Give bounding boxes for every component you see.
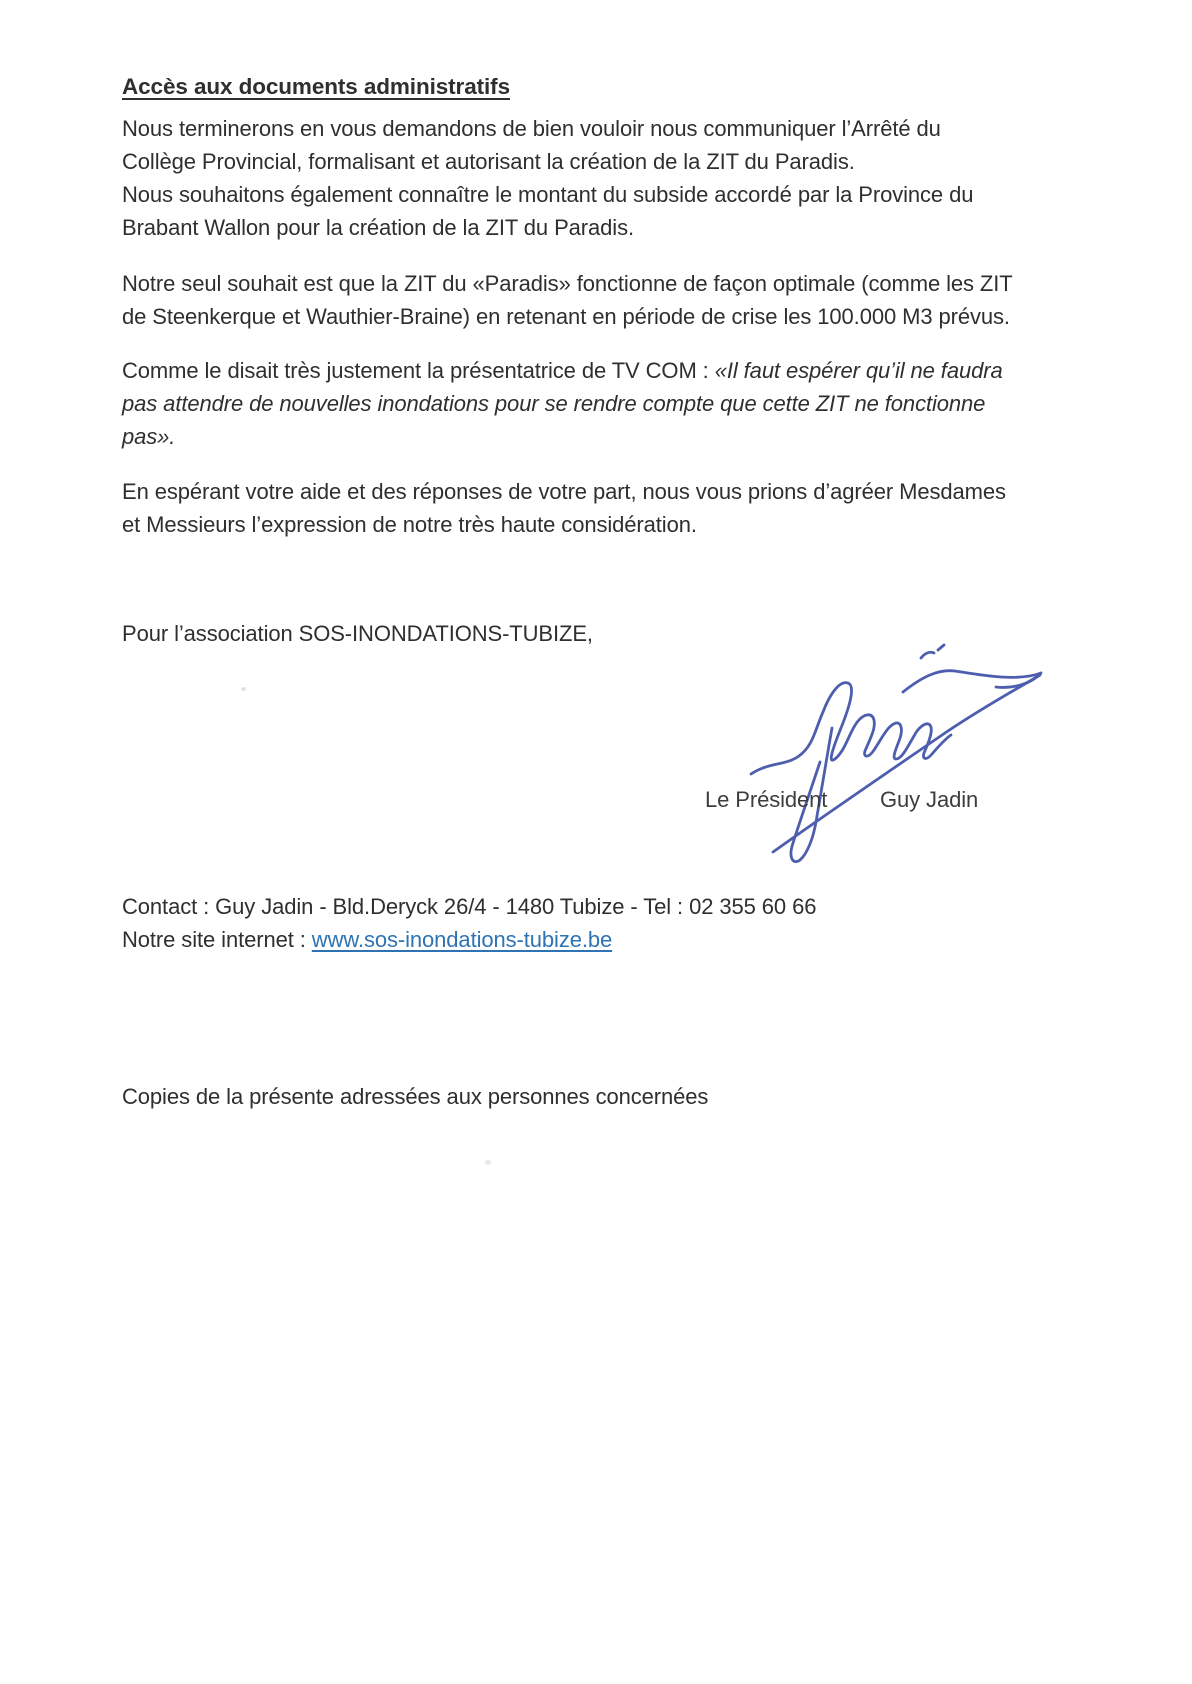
scan-artifact: [241, 687, 246, 691]
signature-stroke: [773, 675, 1040, 852]
letter-line: de Steenkerque et Wauthier-Braine) en retenant en période de crise les 100.000 M3 prévus.: [122, 304, 1010, 329]
website-link[interactable]: www.sos-inondations-tubize.be: [311, 927, 613, 952]
paragraph-wish: [122, 267, 1013, 333]
website-label: Notre site internet :: [122, 927, 312, 952]
signer-name: Guy Jadin: [880, 787, 979, 812]
association-line: Pour l’association SOS-INONDATIONS-TUBIZE,: [122, 621, 593, 646]
signature-stroke: [903, 671, 1041, 692]
paragraph-request: [122, 112, 973, 244]
signature-image: [735, 612, 1065, 874]
letter-line: Nous souhaitons également connaître le montant du subside accordé par la Province du: [122, 182, 974, 207]
section-heading: Accès aux documents administratifs: [122, 74, 510, 99]
quote-intro: Comme le disait très justement la présentatrice de TV COM :: [122, 358, 715, 383]
signature-stroke: [751, 683, 951, 774]
website-line: [122, 923, 816, 956]
letter-line: et Messieurs l’expression de notre très haute considération.: [122, 512, 697, 537]
letter-line: [122, 354, 1003, 387]
scan-artifact: [485, 1160, 491, 1165]
letter-line: Notre seul souhait est que la ZIT du «Paradis» fonctionne de façon optimale (comme les ZIT: [122, 271, 1013, 296]
quote-text: pas».: [122, 424, 176, 449]
president-title: Le Président: [705, 787, 828, 812]
letter-line: Nous terminerons en vous demandons de bien vouloir nous communiquer l’Arrêté du: [122, 116, 941, 141]
letter-line: En espérant votre aide et des réponses de votre part, nous vous prions d’agréer Mesdames: [122, 479, 1006, 504]
paragraph-quote: [122, 354, 1003, 453]
signature-stroke: [921, 652, 934, 658]
copies-note: Copies de la présente adressées aux personnes concernées: [122, 1084, 709, 1109]
signature-stroke: [938, 645, 944, 650]
contact-block: [122, 890, 816, 956]
quote-text: «Il faut espérer qu’il ne faudra: [714, 358, 1003, 383]
paragraph-closing: [122, 475, 1006, 541]
quote-text: pas attendre de nouvelles inondations pour se rendre compte que cette ZIT ne fonctionne: [122, 391, 986, 416]
letter-line: Brabant Wallon pour la création de la ZIT du Paradis.: [122, 215, 634, 240]
contact-line: Contact : Guy Jadin - Bld.Deryck 26/4 - 1480 Tubize - Tel : 02 355 60 66: [122, 894, 817, 919]
letter-line: Collège Provincial, formalisant et autorisant la création de la ZIT du Paradis.: [122, 149, 855, 174]
